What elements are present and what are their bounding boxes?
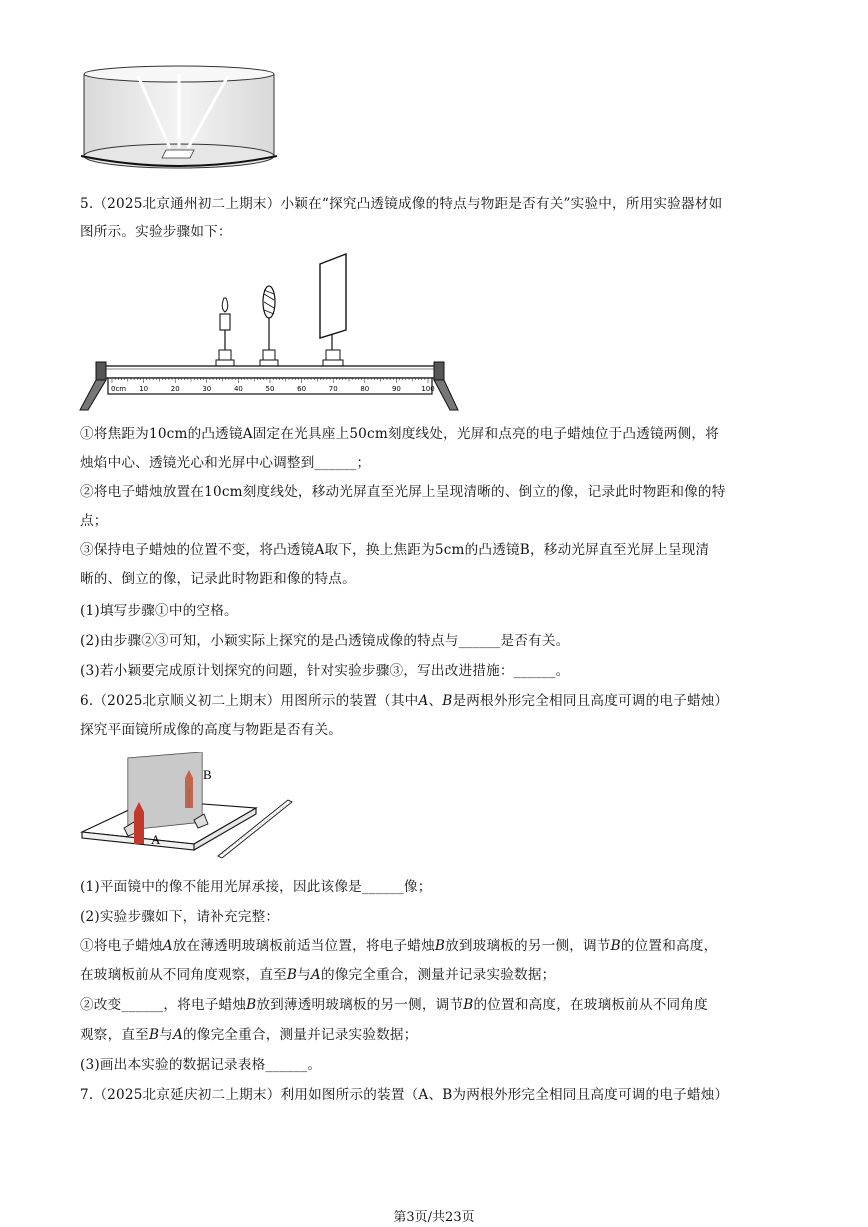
q6-step2-line2 [80, 1025, 792, 1045]
q7-stem-line1: 7.（2025北京延庆初二上期末）利用如图所示的装置（A、B为两根外形完全相同且高度可调的电子蜡烛） [80, 1087, 729, 1103]
var-B: B [463, 997, 474, 1013]
ruler-tick-label: 70 [328, 385, 338, 393]
var-A: A [418, 693, 429, 709]
q5-sub2: (2)由步骤②③可知，小颖实际上探究的是凸透镜成像的特点与______是否有关。 [80, 633, 570, 649]
cylinder-figure [78, 64, 280, 174]
q5-step3-line1: ③保持电子蜡烛的位置不变，将凸透镜A取下，换上焦距为5cm的凸透镜B，移动光屏直至光屏上呈现清 [80, 542, 710, 558]
text-part: 的位置和高度，在玻璃板前从不同角度 [473, 997, 708, 1013]
q6-stem-part: 6.（2025北京顺义初二上期末）用图所示的装置（其中 [80, 693, 419, 709]
q6-sub3: (3)画出本实验的数据记录表格______。 [80, 1057, 322, 1073]
text-part: 的像完全重合，测量并记录实验数据； [183, 1027, 418, 1043]
var-A: A [172, 1027, 183, 1043]
var-B: B [246, 997, 257, 1013]
ruler-tick-label: 40 [233, 385, 243, 393]
q6-sub1: (1)平面镜中的像不能用光屏承接，因此该像是______像； [80, 879, 432, 895]
ruler-unit-label: 0cm [111, 385, 127, 393]
var-B: B [286, 967, 298, 983]
plane-mirror-figure [78, 752, 300, 864]
text-part: 的像完全重合，测量并记录实验数据； [320, 967, 556, 983]
text-part: ②改变______，将电子蜡烛 [80, 997, 247, 1013]
q5-step2-line2: 点； [80, 513, 108, 529]
ruler-tick-label: 50 [265, 385, 275, 393]
q5-stem-line2: 图所示。实验步骤如下： [80, 224, 232, 240]
q6-sub2: (2)实验步骤如下，请补充完整： [80, 909, 280, 925]
q6-stem-sep: 、 [428, 693, 443, 709]
var-B: B [442, 693, 453, 709]
q6-stem-line1 [80, 691, 792, 711]
q6-stem-part: 是两根外形完全相同且高度可调的电子蜡烛） [452, 693, 729, 709]
q5-step1-line2: 烛焰中心、透镜光心和光屏中心调整到______； [80, 455, 371, 471]
q6-step1-line1 [80, 936, 792, 956]
text-part: 放在薄透明玻璃板前适当位置，将电子蜡烛 [172, 938, 435, 954]
ruler-tick-label: 60 [297, 385, 307, 393]
q5-step2-line1: ②将电子蜡烛放置在10cm刻度线处，移动光屏直至光屏上呈现清晰的、倒立的像，记录此时物距和像的特 [80, 484, 726, 500]
text-part: 放到薄透明玻璃板的另一侧，调节 [256, 997, 464, 1013]
var-A: A [162, 938, 173, 954]
var-B: B [148, 1027, 160, 1043]
label-B: B [203, 767, 212, 782]
q5-step1-line1: ①将焦距为10cm的凸透镜A固定在光具座上50cm刻度线处，光屏和点亮的电子蜡烛位于凸透镜两侧，将 [80, 426, 719, 442]
text-part: 的位置和高度， [620, 938, 718, 954]
q5-stem-line1: 5.（2025北京通州初二上期末）小颖在“探究凸透镜成像的特点与物距是否有关”实验中，所用实验器材如 [80, 196, 723, 212]
label-A: A [151, 832, 161, 847]
var-A: A [310, 967, 321, 983]
ruler-tick-label: 90 [391, 385, 401, 393]
text-part: 放到玻璃板的另一侧，调节 [445, 938, 611, 954]
text-part: 与 [297, 967, 311, 983]
q5-step3-line2: 晰的、倒立的像，记录此时物距和像的特点。 [80, 571, 356, 587]
optical-bench-figure [78, 250, 460, 415]
q6-step2-line1 [80, 995, 792, 1015]
text-part: ①将电子蜡烛 [80, 938, 163, 954]
text-part: 观察，直至 [80, 1027, 149, 1043]
text-part: 与 [159, 1027, 173, 1043]
ruler-tick-label: 30 [202, 385, 212, 393]
ruler-tick-label: 80 [360, 385, 370, 393]
ruler-tick-label: 10 [139, 385, 149, 393]
q6-step1-line2 [80, 965, 792, 985]
page-footer: 第3页/共23页 [393, 1210, 475, 1225]
var-B: B [610, 938, 621, 954]
q6-stem-line2: 探究平面镜所成像的高度与物距是否有关。 [80, 722, 343, 738]
q5-sub1: (1)填写步骤①中的空格。 [80, 603, 238, 619]
ruler-tick-label: 20 [170, 385, 180, 393]
q5-sub3: (3)若小颖要完成原计划探究的问题，针对实验步骤③，写出改进措施：______。 [80, 663, 570, 679]
text-part: 在玻璃板前从不同角度观察，直至 [80, 967, 287, 983]
ruler-tick-label: 100 [421, 385, 435, 393]
var-B: B [434, 938, 446, 954]
